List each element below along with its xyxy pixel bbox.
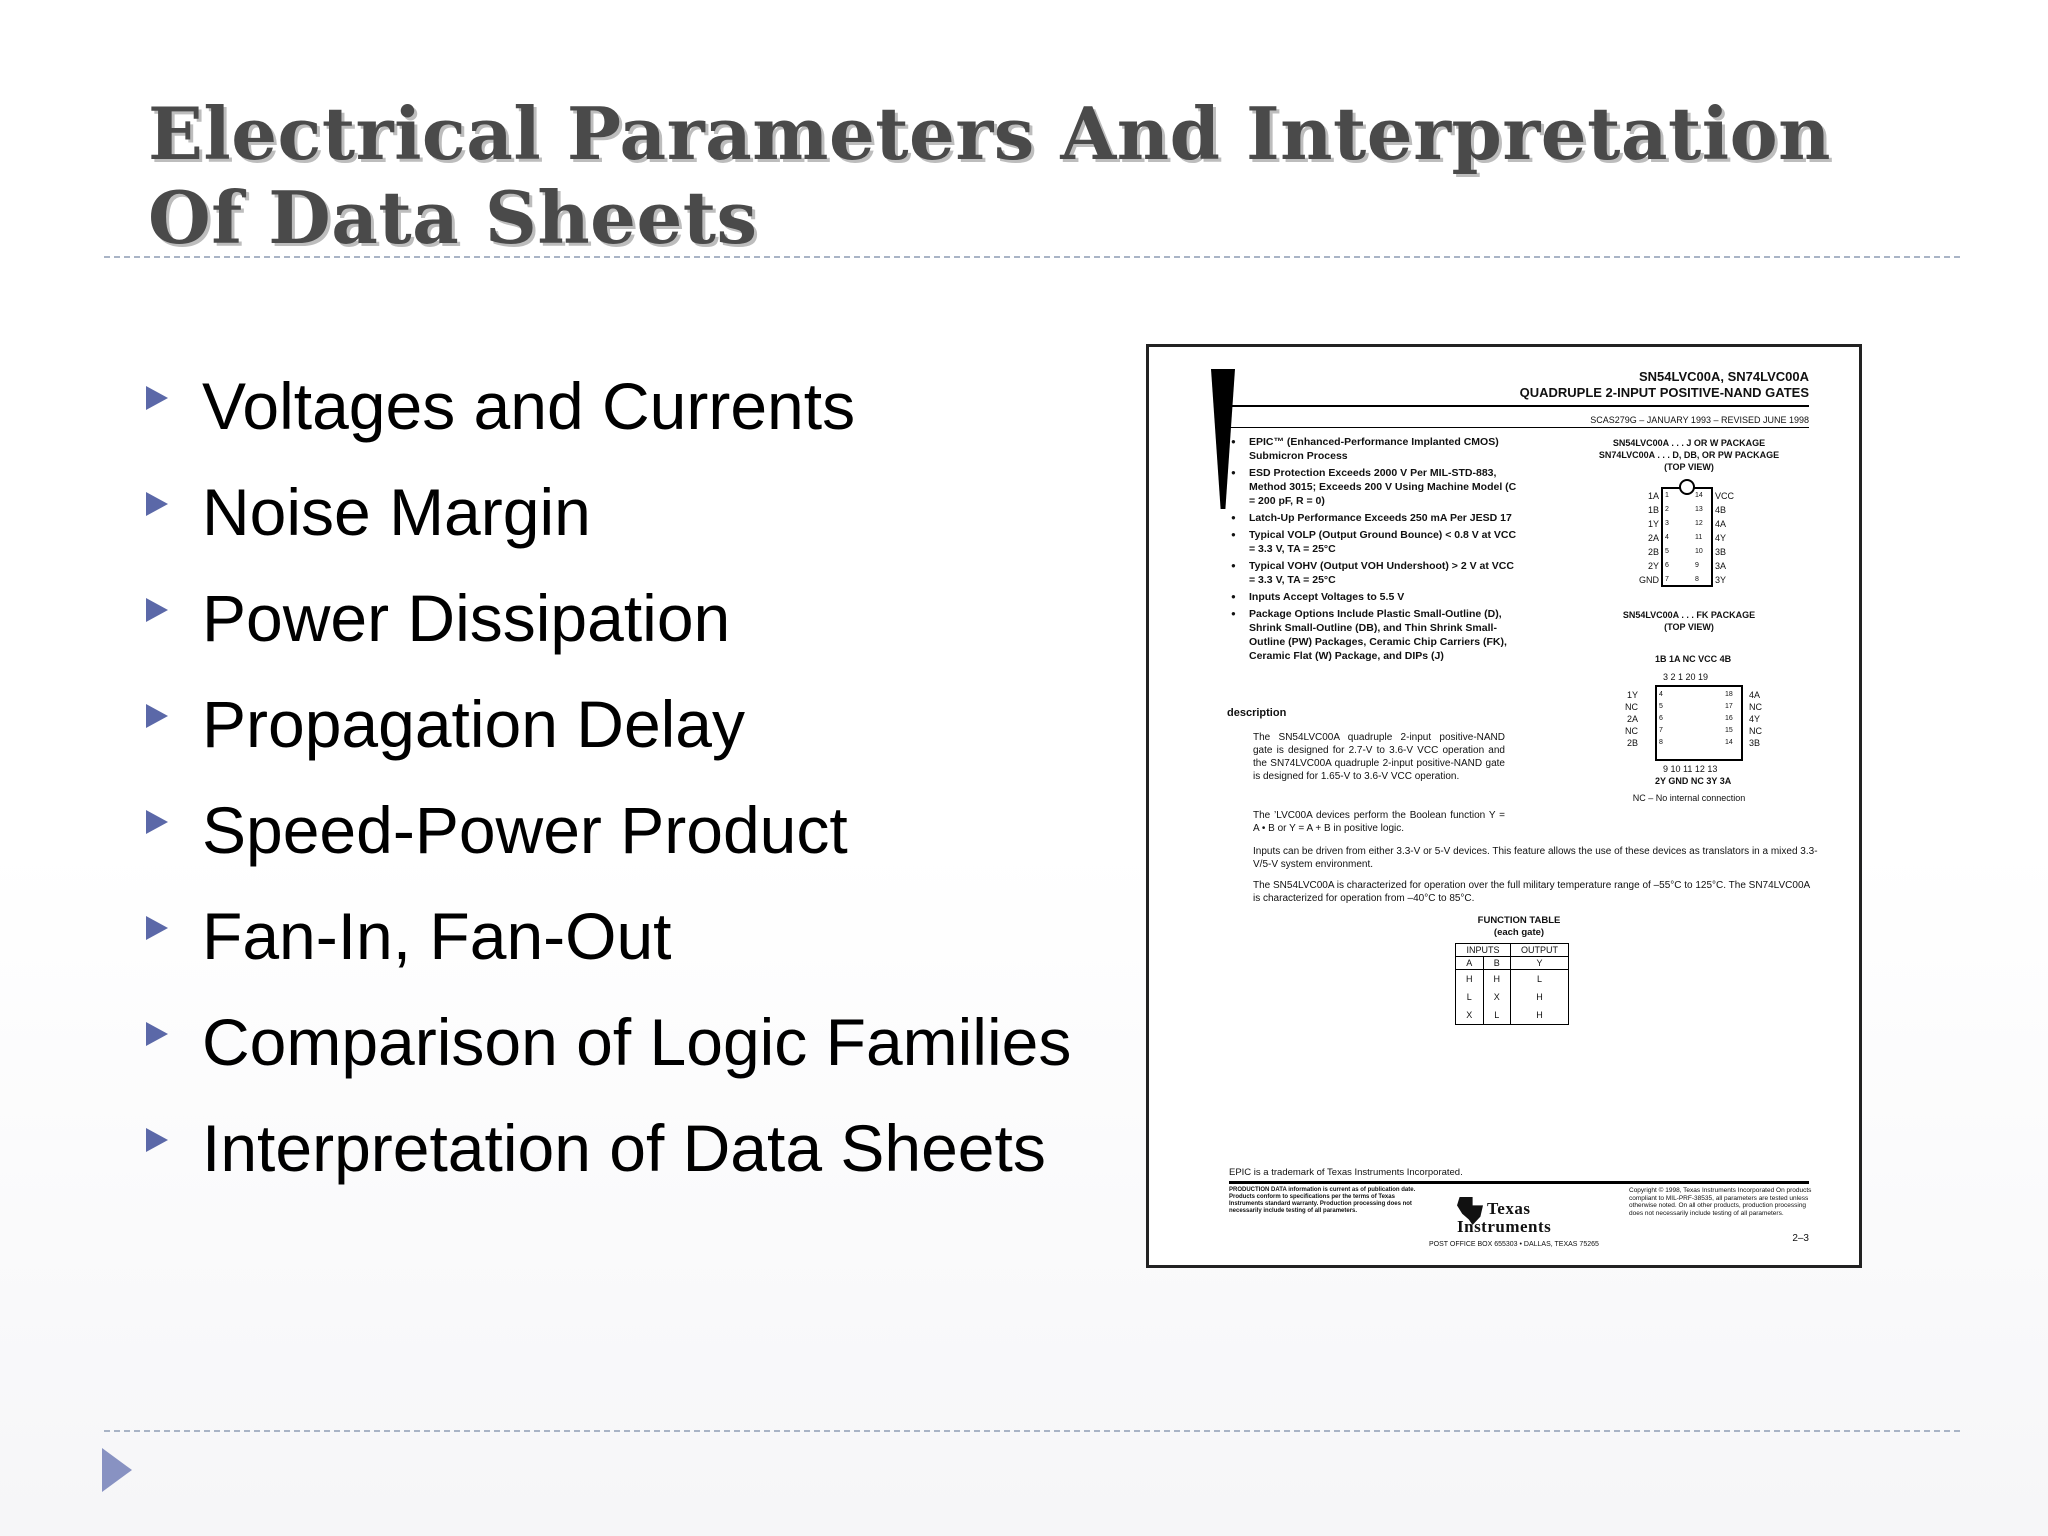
- pin-number: 7: [1659, 727, 1663, 734]
- ft-col-b: B: [1483, 957, 1511, 970]
- ft-cell: L: [1456, 988, 1484, 1006]
- description-paragraph: The SN54LVC00A is characterized for operation over the full military temperature range of –55°C to 125°C. The SN74LVC00A is characterized for operation from –40°C to 85°C.: [1253, 880, 1810, 904]
- pin-label: 1Y: [1647, 519, 1659, 529]
- pin-label: 4Y: [1715, 533, 1727, 543]
- description-paragraph: The SN54LVC00A quadruple 2-input positive-NAND gate is designed for 2.7-V to 3.6-V VCC operation and the SN74LVC00A quadruple 2-input positive-NAND gate is designed for 1.65-V to 3.6-V VCC operation.: [1253, 732, 1505, 782]
- slide-title: [148, 92, 1868, 260]
- footer-divider: [104, 1430, 1960, 1432]
- bullet-item: [140, 894, 1071, 1000]
- ft-cell: L: [1511, 970, 1569, 989]
- texas-instruments-logo: [1457, 1195, 1607, 1239]
- ft-cell: H: [1511, 1006, 1569, 1025]
- bullet-text: Fan-In, Fan-Out: [202, 899, 672, 973]
- plcc-left-numbers: [1659, 689, 1663, 749]
- table-row: [1456, 1006, 1569, 1025]
- dip-notch: [1679, 479, 1695, 495]
- feature-item: ● Latch-Up Performance Exceeds 250 mA Per JESD 17: [1231, 511, 1521, 525]
- datasheet-page-number: 2–3: [1792, 1233, 1809, 1244]
- fk-package-caption: [1569, 609, 1809, 633]
- pin-number: 4: [1659, 691, 1663, 698]
- plcc-top-numbers: 3 2 1 20 19: [1663, 672, 1709, 682]
- next-slide-arrow-icon[interactable]: [102, 1448, 132, 1492]
- ft-cell: H: [1483, 970, 1511, 989]
- logo-text-line-2: Instruments: [1457, 1217, 1552, 1236]
- table-row: [1456, 970, 1569, 989]
- table-row: [1456, 988, 1569, 1006]
- ft-cell: X: [1456, 1006, 1484, 1025]
- dip-right-pin-numbers: [1695, 489, 1703, 587]
- bullet-arrow-icon: [146, 386, 168, 410]
- pin-number: 9: [1695, 562, 1699, 569]
- pin-number: 1: [1665, 492, 1669, 499]
- pin-label: 3B: [1715, 547, 1727, 557]
- pin-number: 6: [1665, 562, 1669, 569]
- pin-label: VCC: [1715, 491, 1735, 501]
- pin-label: 4B: [1715, 505, 1727, 515]
- bullet-arrow-icon: [146, 810, 168, 834]
- plcc-top-pins: 1B 1A NC VCC 4B: [1655, 654, 1732, 664]
- bullet-text: Propagation Delay: [202, 687, 746, 761]
- dip-right-pin-labels: [1715, 489, 1734, 587]
- bullet-item: [140, 1000, 1071, 1106]
- slide-title-line-1: Electrical Parameters And Interpretation: [148, 91, 1831, 176]
- plcc-bottom-pins: 2Y GND NC 3Y 3A: [1655, 776, 1732, 786]
- header-rule: [1229, 405, 1809, 407]
- description-heading: description: [1227, 707, 1287, 719]
- dip-package-caption-line: (TOP VIEW): [1664, 462, 1714, 472]
- dip-package-caption-line: SN74LVC00A . . . D, DB, OR PW PACKAGE: [1598, 450, 1780, 460]
- ft-col-a: A: [1456, 957, 1484, 970]
- pin-number: 17: [1725, 703, 1733, 710]
- bullet-arrow-icon: [146, 1128, 168, 1152]
- ft-cell: H: [1456, 970, 1484, 989]
- pin-number: 11: [1695, 534, 1703, 541]
- slide-title-line-2: Of Data Sheets: [148, 175, 758, 260]
- pin-number: 8: [1695, 576, 1699, 583]
- bullet-arrow-icon: [146, 704, 168, 728]
- footer-rule: [1229, 1181, 1809, 1184]
- plcc-right-pins: [1749, 689, 1762, 749]
- datasheet-title: QUADRUPLE 2-INPUT POSITIVE-NAND GATES: [1519, 385, 1809, 400]
- bullet-text: Noise Margin: [202, 475, 591, 549]
- dip-package-caption-line: SN54LVC00A . . . J OR W PACKAGE: [1612, 438, 1766, 448]
- pin-label: 2A: [1626, 714, 1638, 724]
- plcc-left-pins: [1625, 689, 1638, 749]
- fk-package-caption-line: SN54LVC00A . . . FK PACKAGE: [1622, 610, 1756, 620]
- pin-label: 1A: [1647, 491, 1659, 501]
- pin-label: GND: [1639, 575, 1659, 585]
- bullet-item: [140, 576, 1071, 682]
- ft-output-header: OUTPUT: [1511, 944, 1569, 957]
- function-table-title-text: FUNCTION TABLE: [1477, 915, 1561, 926]
- function-table-subtitle: (each gate): [1493, 927, 1545, 938]
- trademark-note: EPIC is a trademark of Texas Instruments Incorporated.: [1229, 1167, 1463, 1178]
- bullet-text: Speed-Power Product: [202, 793, 848, 867]
- datasheet-image: [1146, 344, 1862, 1268]
- pin-label: NC: [1749, 726, 1762, 736]
- logo-text-line-1: Texas: [1487, 1199, 1531, 1218]
- pin-label: NC: [1749, 702, 1762, 712]
- pin-number: 6: [1659, 715, 1663, 722]
- pin-label: NC: [1625, 702, 1638, 712]
- feature-item: ● EPIC™ (Enhanced-Performance Implanted CMOS) Submicron Process: [1231, 435, 1521, 463]
- pin-label: 3Y: [1715, 575, 1727, 585]
- dip-package-caption: [1569, 437, 1809, 473]
- pin-label: 2Y: [1647, 561, 1659, 571]
- pin-number: 15: [1725, 727, 1733, 734]
- ft-inputs-header: INPUTS: [1456, 944, 1511, 957]
- pin-number: 2: [1665, 506, 1669, 513]
- pin-number: 16: [1725, 715, 1733, 722]
- datasheet-revision: SCAS279G – JANUARY 1993 – REVISED JUNE 1998: [1590, 415, 1809, 425]
- description-paragraph: The ’LVC00A devices perform the Boolean function Y = A • B or Y = A + B in positive logic.: [1253, 810, 1505, 834]
- ft-col-y: Y: [1511, 957, 1569, 970]
- bullet-arrow-icon: [146, 598, 168, 622]
- pin-label: 1B: [1647, 505, 1659, 515]
- pin-number: 8: [1659, 739, 1663, 746]
- pin-number: 7: [1665, 576, 1669, 583]
- ti-address: POST OFFICE BOX 655303 • DALLAS, TEXAS 75265: [1429, 1241, 1599, 1248]
- pin-label: 2B: [1647, 547, 1659, 557]
- pin-number: 18: [1725, 691, 1733, 698]
- header-rule-thin: [1229, 427, 1809, 428]
- pin-number: 4: [1665, 534, 1669, 541]
- pin-label: 2B: [1626, 738, 1638, 748]
- dip-left-pin-labels: [1639, 489, 1659, 587]
- bullet-item: [140, 788, 1071, 894]
- ft-cell: X: [1483, 988, 1511, 1006]
- pin-label: 4A: [1715, 519, 1727, 529]
- bullet-text: Voltages and Currents: [202, 369, 856, 443]
- plcc-right-numbers: [1725, 689, 1733, 749]
- plcc-bottom-numbers: 9 10 11 12 13: [1663, 764, 1718, 774]
- pin-label: 1Y: [1626, 690, 1638, 700]
- datasheet-part-numbers: SN54LVC00A, SN74LVC00A: [1638, 369, 1809, 384]
- pin-label: 4Y: [1749, 714, 1761, 724]
- bullet-list: [140, 364, 1071, 1212]
- bullet-text: Comparison of Logic Families: [202, 1005, 1072, 1079]
- pin-number: 13: [1695, 506, 1703, 513]
- fk-pinout-diagram: [1619, 639, 1779, 789]
- bullet-text: Interpretation of Data Sheets: [202, 1111, 1046, 1185]
- pin-label: 3A: [1715, 561, 1727, 571]
- ft-cell: H: [1511, 988, 1569, 1006]
- title-divider: [104, 256, 1960, 258]
- function-table: [1455, 943, 1569, 1025]
- feature-item: ● Typical VOHV (Output VOH Undershoot) > 2 V at VCC = 3.3 V, TA = 25°C: [1231, 559, 1521, 587]
- description-paragraph: Inputs can be driven from either 3.3-V or 5-V devices. This feature allows the use of these devices as translators in a mixed 3.3-V/5-V system environment.: [1253, 846, 1818, 870]
- pin-label: NC: [1625, 726, 1638, 736]
- dip-left-pin-numbers: [1665, 489, 1669, 587]
- pin-number: 12: [1695, 520, 1703, 527]
- feature-item: ● Package Options Include Plastic Small-Outline (D), Shrink Small-Outline (DB), and Thin Shrink Small-Outline (PW) Packages, Ceramic Chip Carriers (FK), Ceramic Flat (W) Package, and DIPs (J): [1231, 607, 1521, 663]
- fk-package-caption-line: (TOP VIEW): [1664, 622, 1714, 632]
- pin-label: 3B: [1749, 738, 1761, 748]
- feature-item: ● ESD Protection Exceeds 2000 V Per MIL-STD-883, Method 3015; Exceeds 200 V Using Machine Model (C = 200 pF, R = 0): [1231, 466, 1521, 508]
- pin-number: 3: [1665, 520, 1669, 527]
- bullet-item: [140, 682, 1071, 788]
- feature-item: ● Typical VOLP (Output Ground Bounce) < 0.8 V at VCC = 3.3 V, TA = 25°C: [1231, 528, 1521, 556]
- bullet-arrow-icon: [146, 1022, 168, 1046]
- function-table-title: [1449, 915, 1589, 939]
- pin-number: 5: [1659, 703, 1663, 710]
- nc-note: NC – No internal connection: [1632, 793, 1746, 803]
- bullet-arrow-icon: [146, 916, 168, 940]
- bullet-text: Power Dissipation: [202, 581, 731, 655]
- pin-number: 14: [1695, 492, 1703, 499]
- pin-label: 4A: [1749, 690, 1761, 700]
- feature-item: ● Inputs Accept Voltages to 5.5 V: [1231, 590, 1521, 604]
- bullet-item: [140, 470, 1071, 576]
- bullet-item: [140, 1106, 1071, 1212]
- dip-pinout-diagram: [1619, 487, 1759, 591]
- feature-list: [1231, 435, 1521, 666]
- bullet-arrow-icon: [146, 492, 168, 516]
- pin-number: 10: [1695, 548, 1703, 555]
- pin-number: 5: [1665, 548, 1669, 555]
- pin-number: 14: [1725, 739, 1733, 746]
- pin-label: 2A: [1647, 533, 1659, 543]
- copyright-note: Copyright © 1998, Texas Instruments Incorporated On products compliant to MIL-PRF-38535, all parameters are tested unless otherwise noted. On all other products, production processing does not necessarily include testing of all parameters.: [1629, 1187, 1812, 1217]
- ft-cell: L: [1483, 1006, 1511, 1025]
- bullet-item: [140, 364, 1071, 470]
- production-data-note: PRODUCTION DATA information is current as of publication date. Products conform to specifications per the terms of Texas Instruments standard warranty. Production processing does not necessarily include testing of all parameters.: [1229, 1187, 1416, 1214]
